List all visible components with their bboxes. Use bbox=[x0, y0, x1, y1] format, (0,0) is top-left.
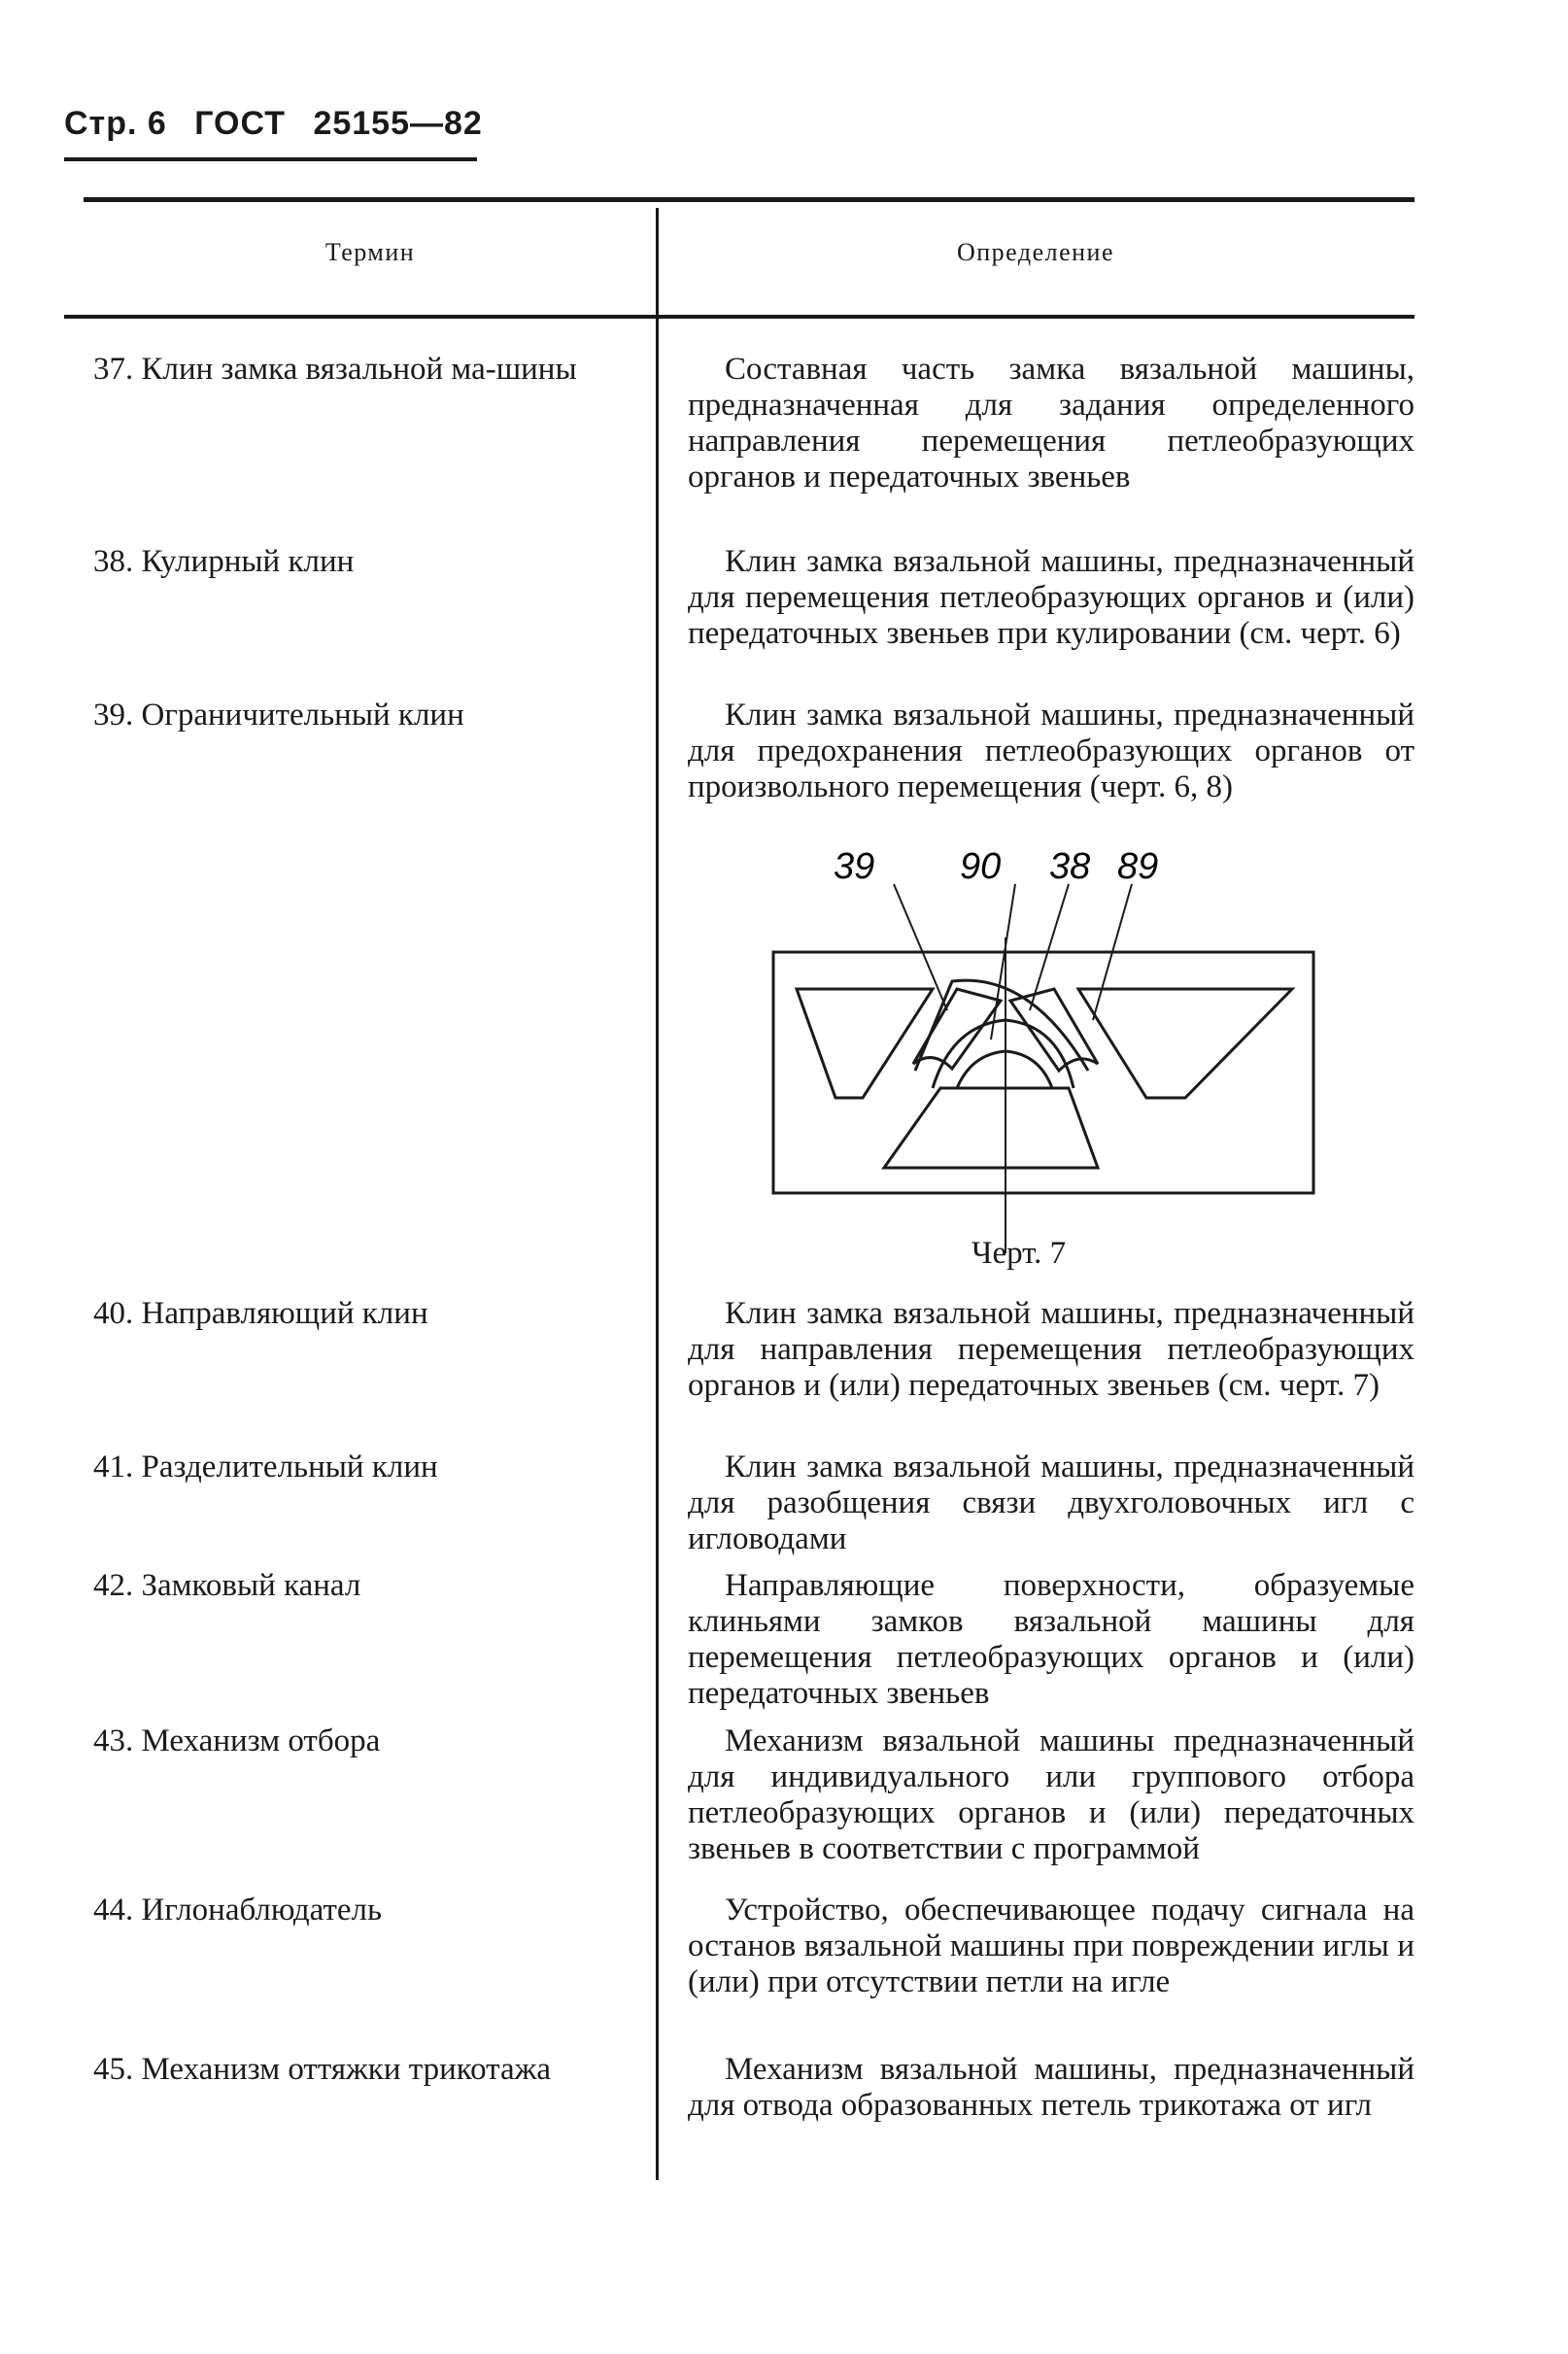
standard-number: 25155—82 bbox=[313, 105, 483, 142]
definition-cell: Клин замка вязальной машины, предназначенный для предохранения петлеобразующих органов от произвольного перемещения (черт. 6, 8) bbox=[688, 698, 1415, 804]
term-text: Разделительный клин bbox=[141, 1450, 438, 1484]
definition-cell: Клин замка вязальной машины, предназначенный для разобщения связи двухголовочных игл с игловодами bbox=[688, 1450, 1415, 1556]
label-90: 90 bbox=[960, 846, 1002, 887]
definition-cell: Клин замка вязальной машины, предназначенный для перемещения петлеобразующих органов и (или) передаточных звеньев при кулировании (см. черт. 6) bbox=[688, 544, 1415, 651]
cam-lock-drawing bbox=[758, 845, 1350, 1263]
table-top-rule bbox=[84, 197, 1415, 202]
term-number: 41. bbox=[93, 1450, 134, 1484]
term-cell bbox=[93, 698, 632, 733]
figure-caption: Черт. 7 bbox=[971, 1236, 1067, 1271]
header-underline bbox=[64, 157, 477, 161]
term-text: Ограничительный клин bbox=[141, 698, 464, 733]
label-39: 39 bbox=[834, 846, 875, 887]
term-number: 38. bbox=[93, 544, 134, 579]
term-text: Клин замка вязальной ма-шины bbox=[141, 352, 577, 387]
term-text: Механизм отбора bbox=[141, 1723, 381, 1758]
term-number: 45. bbox=[93, 2052, 134, 2087]
term-cell bbox=[93, 1568, 632, 1604]
term-number: 37. bbox=[93, 352, 134, 387]
term-cell bbox=[93, 2052, 632, 2088]
drawing-figure bbox=[758, 845, 1350, 1263]
term-cell bbox=[93, 1723, 632, 1759]
leader-39 bbox=[894, 884, 947, 1010]
term-cell bbox=[93, 352, 632, 388]
guide-arc-inner bbox=[933, 1020, 1074, 1088]
column-divider bbox=[656, 208, 659, 2180]
definition-cell: Составная часть замка вязальной машины, предназначенная для задания определенного направления перемещения петлеобразующих органов и передаточных звеньев bbox=[688, 352, 1415, 495]
definition-cell: Механизм вязальной машины, предназначенный для отвода образованных петель трикотажа от игл bbox=[688, 2052, 1415, 2123]
term-number: 42. bbox=[93, 1568, 134, 1603]
term-text: Направляющий клин bbox=[141, 1296, 428, 1331]
left-cam bbox=[797, 989, 933, 1098]
term-text: Механизм оттяжки трикотажа bbox=[141, 2052, 552, 2087]
page-number: Стр. 6 bbox=[64, 105, 167, 142]
term-text: Кулирный клин bbox=[141, 544, 355, 579]
column-header-term: Термин bbox=[324, 238, 416, 266]
page-header bbox=[64, 105, 500, 143]
column-header-definition: Определение bbox=[956, 238, 1115, 266]
term-number: 44. bbox=[93, 1893, 134, 1928]
label-89: 89 bbox=[1117, 846, 1159, 887]
table-header-rule bbox=[64, 315, 1415, 319]
lower-cam bbox=[884, 1088, 1098, 1168]
term-cell bbox=[93, 1296, 632, 1332]
term-text: Иглонаблюдатель bbox=[141, 1893, 383, 1928]
term-cell bbox=[93, 544, 632, 580]
leader-90 bbox=[991, 884, 1015, 1040]
term-number: 40. bbox=[93, 1296, 134, 1331]
term-cell bbox=[93, 1893, 632, 1928]
term-cell bbox=[93, 1450, 632, 1485]
standard-label: ГОСТ bbox=[194, 105, 286, 142]
definition-cell: Механизм вязальной машины предназначенный для индивидуального или группового отбора петлеобразующих органов и (или) передаточных звеньев в соответствии с программой bbox=[688, 1723, 1415, 1866]
term-number: 43. bbox=[93, 1723, 134, 1758]
term-text: Замковый канал bbox=[141, 1568, 361, 1603]
right-cam bbox=[1078, 989, 1292, 1098]
term-number: 39. bbox=[93, 698, 134, 733]
definition-cell: Направляющие поверхности, образуемые клиньями замков вязальной машины для перемещения петлеобразующих органов и (или) передаточных звеньев bbox=[688, 1568, 1415, 1711]
definition-cell: Устройство, обеспечивающее подачу сигнала на останов вязальной машины при повреждении иглы и (или) при отсутствии петли на игле bbox=[688, 1893, 1415, 1999]
label-38: 38 bbox=[1049, 846, 1091, 887]
definition-cell: Клин замка вязальной машины, предназначенный для направления перемещения петлеобразующих органов и (или) передаточных звеньев (см. черт. 7) bbox=[688, 1296, 1415, 1403]
